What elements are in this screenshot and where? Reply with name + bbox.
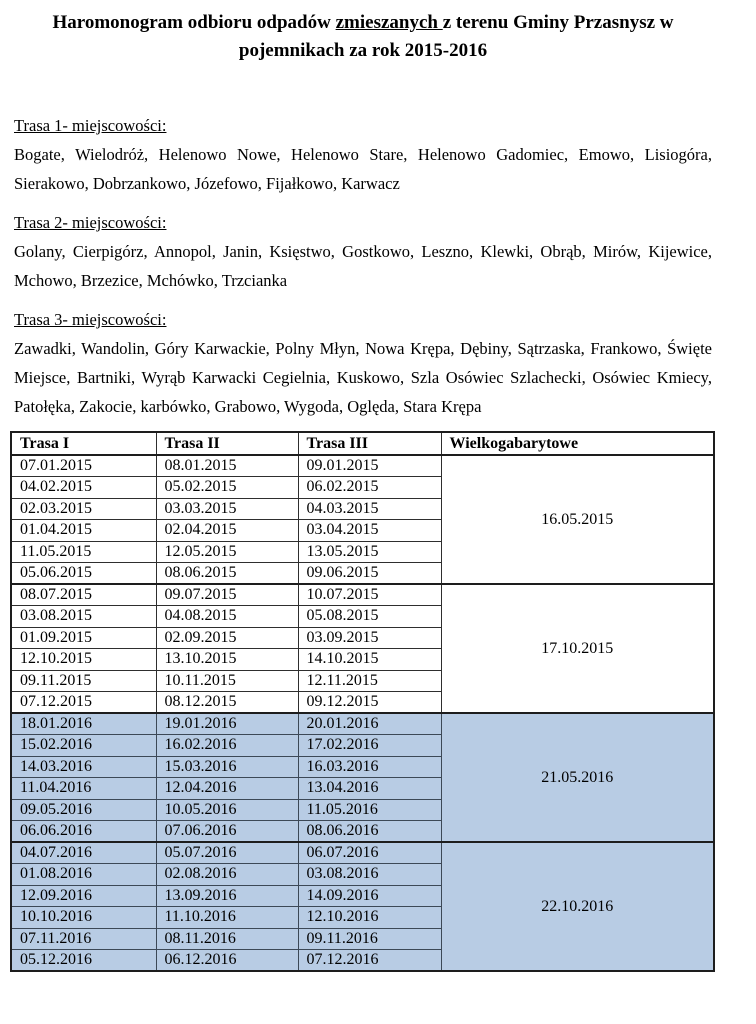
date-cell: 06.06.2016 bbox=[11, 821, 156, 843]
date-cell: 03.08.2015 bbox=[11, 606, 156, 628]
date-cell: 09.07.2015 bbox=[156, 584, 298, 606]
date-cell: 14.03.2016 bbox=[11, 756, 156, 778]
date-cell: 08.06.2015 bbox=[156, 563, 298, 585]
date-cell: 09.12.2015 bbox=[298, 692, 441, 714]
date-cell: 03.04.2015 bbox=[298, 520, 441, 542]
date-cell: 05.07.2016 bbox=[156, 842, 298, 864]
date-cell: 09.05.2016 bbox=[11, 799, 156, 821]
date-cell: 12.04.2016 bbox=[156, 778, 298, 800]
bulky-waste-date-cell: 16.05.2015 bbox=[441, 455, 714, 584]
date-cell: 15.02.2016 bbox=[11, 735, 156, 757]
date-cell: 16.03.2016 bbox=[298, 756, 441, 778]
date-cell: 08.12.2015 bbox=[156, 692, 298, 714]
date-cell: 02.04.2015 bbox=[156, 520, 298, 542]
column-header-trasa-1: Trasa I bbox=[11, 432, 156, 455]
date-cell: 01.09.2015 bbox=[11, 627, 156, 649]
table-row bbox=[11, 842, 714, 864]
date-cell: 12.09.2016 bbox=[11, 885, 156, 907]
date-cell: 04.07.2016 bbox=[11, 842, 156, 864]
schedule-table-container bbox=[10, 431, 712, 972]
page-title bbox=[14, 9, 712, 65]
date-cell: 08.11.2016 bbox=[156, 928, 298, 950]
date-cell: 10.05.2016 bbox=[156, 799, 298, 821]
date-cell: 10.07.2015 bbox=[298, 584, 441, 606]
date-cell: 12.10.2015 bbox=[11, 649, 156, 671]
date-cell: 13.05.2015 bbox=[298, 541, 441, 563]
title-underlined-word: zmieszanych bbox=[335, 12, 443, 33]
title-part-3: z terenu Gminy Przasnysz w pojemnikach za rok 2015-2016 bbox=[238, 12, 674, 61]
table-row bbox=[11, 584, 714, 606]
date-cell: 09.11.2015 bbox=[11, 670, 156, 692]
date-cell: 12.11.2015 bbox=[298, 670, 441, 692]
date-cell: 14.09.2016 bbox=[298, 885, 441, 907]
date-cell: 10.11.2015 bbox=[156, 670, 298, 692]
date-cell: 18.01.2016 bbox=[11, 713, 156, 735]
date-cell: 05.06.2015 bbox=[11, 563, 156, 585]
table-row bbox=[11, 713, 714, 735]
date-cell: 20.01.2016 bbox=[298, 713, 441, 735]
route-1-section bbox=[14, 111, 712, 198]
date-cell: 12.10.2016 bbox=[298, 907, 441, 929]
title-part-1: Haromonogram odbioru odpadów bbox=[52, 12, 336, 33]
table-row bbox=[11, 455, 714, 477]
route-1-localities: Bogate, Wielodróż, Helenowo Nowe, Helenowo Stare, Helenowo Gadomiec, Emowo, Lisiogóra, Sierakowo, Dobrzankowo, Józefowo, Fijałkowo, Karwacz bbox=[14, 145, 712, 193]
route-2-section bbox=[14, 208, 712, 295]
date-cell: 01.04.2015 bbox=[11, 520, 156, 542]
schedule-table-body bbox=[11, 455, 714, 971]
date-cell: 15.03.2016 bbox=[156, 756, 298, 778]
column-header-trasa-3: Trasa III bbox=[298, 432, 441, 455]
column-header-bulky-waste: Wielkogabarytowe bbox=[441, 432, 714, 455]
date-cell: 13.04.2016 bbox=[298, 778, 441, 800]
route-3-localities: Zawadki, Wandolin, Góry Karwackie, Polny Młyn, Nowa Krępa, Dębiny, Sątrzaska, Frankowo, Święte Miejsce, Bartniki, Wyrąb Karwacki Cegielnia, Kuskowo, Szla Osówiec Szlachecki, Osówiec Kmiecy, Patołęka, Zakocie, karbówko, Grabowo, Wygoda, Oględa, Stara Krępa bbox=[14, 339, 712, 416]
date-cell: 03.03.2015 bbox=[156, 498, 298, 520]
date-cell: 13.10.2015 bbox=[156, 649, 298, 671]
table-header-row bbox=[11, 432, 714, 455]
date-cell: 05.08.2015 bbox=[298, 606, 441, 628]
date-cell: 05.12.2016 bbox=[11, 950, 156, 972]
route-2-localities: Golany, Cierpigórz, Annopol, Janin, Księstwo, Gostkowo, Leszno, Klewki, Obrąb, Mirów, Kijewice, Mchowo, Brzezice, Mchówko, Trzcianka bbox=[14, 242, 712, 290]
date-cell: 03.09.2015 bbox=[298, 627, 441, 649]
bulky-waste-date-cell: 21.05.2016 bbox=[441, 713, 714, 842]
date-cell: 08.07.2015 bbox=[11, 584, 156, 606]
date-cell: 01.08.2016 bbox=[11, 864, 156, 886]
date-cell: 04.08.2015 bbox=[156, 606, 298, 628]
date-cell: 03.08.2016 bbox=[298, 864, 441, 886]
route-3-heading: Trasa 3- miejscowości: bbox=[14, 310, 167, 329]
date-cell: 12.05.2015 bbox=[156, 541, 298, 563]
bulky-waste-date-cell: 17.10.2015 bbox=[441, 584, 714, 713]
date-cell: 07.06.2016 bbox=[156, 821, 298, 843]
date-cell: 04.02.2015 bbox=[11, 477, 156, 499]
date-cell: 19.01.2016 bbox=[156, 713, 298, 735]
date-cell: 13.09.2016 bbox=[156, 885, 298, 907]
date-cell: 06.02.2015 bbox=[298, 477, 441, 499]
date-cell: 09.11.2016 bbox=[298, 928, 441, 950]
date-cell: 04.03.2015 bbox=[298, 498, 441, 520]
date-cell: 10.10.2016 bbox=[11, 907, 156, 929]
date-cell: 02.09.2015 bbox=[156, 627, 298, 649]
date-cell: 05.02.2015 bbox=[156, 477, 298, 499]
date-cell: 11.04.2016 bbox=[11, 778, 156, 800]
date-cell: 11.10.2016 bbox=[156, 907, 298, 929]
date-cell: 06.07.2016 bbox=[298, 842, 441, 864]
date-cell: 07.11.2016 bbox=[11, 928, 156, 950]
date-cell: 11.05.2016 bbox=[298, 799, 441, 821]
route-3-section bbox=[14, 305, 712, 421]
date-cell: 02.08.2016 bbox=[156, 864, 298, 886]
bulky-waste-date-cell: 22.10.2016 bbox=[441, 842, 714, 971]
date-cell: 07.12.2015 bbox=[11, 692, 156, 714]
date-cell: 16.02.2016 bbox=[156, 735, 298, 757]
date-cell: 14.10.2015 bbox=[298, 649, 441, 671]
date-cell: 11.05.2015 bbox=[11, 541, 156, 563]
schedule-table bbox=[10, 431, 715, 972]
date-cell: 09.06.2015 bbox=[298, 563, 441, 585]
date-cell: 02.03.2015 bbox=[11, 498, 156, 520]
route-1-heading: Trasa 1- miejscowości: bbox=[14, 116, 167, 135]
date-cell: 08.01.2015 bbox=[156, 455, 298, 477]
date-cell: 07.01.2015 bbox=[11, 455, 156, 477]
date-cell: 08.06.2016 bbox=[298, 821, 441, 843]
date-cell: 17.02.2016 bbox=[298, 735, 441, 757]
date-cell: 09.01.2015 bbox=[298, 455, 441, 477]
column-header-trasa-2: Trasa II bbox=[156, 432, 298, 455]
date-cell: 07.12.2016 bbox=[298, 950, 441, 972]
route-2-heading: Trasa 2- miejscowości: bbox=[14, 213, 167, 232]
date-cell: 06.12.2016 bbox=[156, 950, 298, 972]
